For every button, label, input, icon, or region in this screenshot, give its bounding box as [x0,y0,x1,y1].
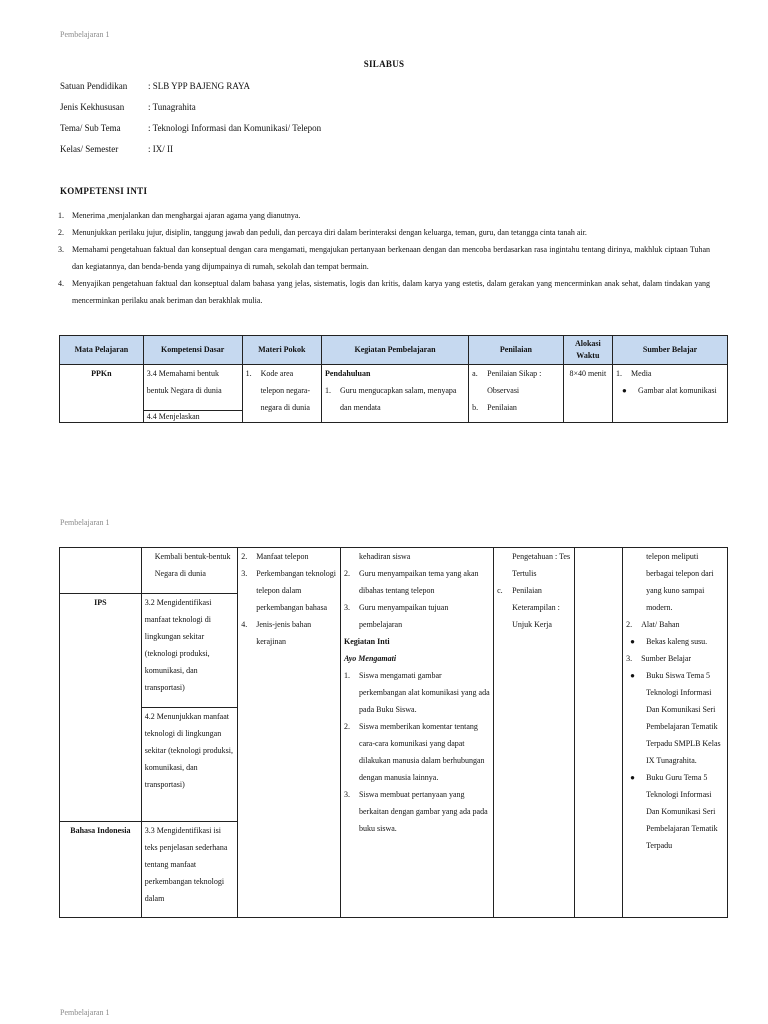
penilaian-cell: Pengetahuan : Tes Tertulis c. Penilaian Keterampilan : Unjuk Kerja [494,548,575,918]
sumber-cell: 1. Media ● Gambar alat komunikasi [613,365,728,423]
col-header: Kompetensi Dasar [143,336,242,365]
kegiatan-cell: kehadiran siswa 2. Guru menyampaikan tema yang akan dibahas tentang telepon 3. Guru menyampaikan tujuan pembelajaran Kegiatan Inti Ayo Mengamati 1. Siswa mengamati gambar perkembangan alat komunikasi yang ada pada Buku Siswa. 2. Siswa memberikan komentar tentang cara-cara komunikasi yang dapat dilakukan manusia dalam berhubungan dengan manusia lainnya. 3. Siswa membuat pertanyaan yang berkaitan dengan gambar yang ada pada buku siswa. [341,548,494,918]
running-header: Pembelajaran 1 [60,30,110,39]
kompetensi-inti-heading: KOMPETENSI INTI [60,186,148,196]
kegiatan-cell: Pendahuluan 1. Guru mengucapkan salam, menyapa dan mendata [322,365,469,423]
running-header: Pembelajaran 1 [60,518,110,527]
col-header: Mata Pelajaran [60,336,144,365]
col-header: Sumber Belajar [613,336,728,365]
table-row [60,548,728,918]
kd-cell: 3.4 Memahami bentuk bentuk Negara di dunia 4.4 Menjelaskan [143,365,242,423]
alokasi-cell [574,548,622,918]
identity-value: : IX/ II [148,144,173,154]
list-item: 2. Menunjukkan perilaku jujur, disiplin, tanggung jawab dan peduli, dan percaya diri dalam berinteraksi dengan keluarga, teman, guru, dan tetangga cinta tanah air. [58,228,587,237]
mapel-cell: PPKn [60,365,144,423]
mapel-cell: IPS Bahasa Indonesia [60,548,142,918]
materi-cell: 2. Manfaat telepon 3. Perkembangan teknologi telepon dalam perkembangan bahasa 4. Jenis-jenis bahan kerajinan [238,548,341,918]
kompetensi-inti-list [58,207,710,309]
identity-key: Satuan Pendidikan [60,81,128,91]
syllabus-table [59,335,728,423]
identity-value: : Tunagrahita [148,102,196,112]
col-header: Kegiatan Pembelajaran [322,336,469,365]
list-item: 1. Menerima ,menjalankan dan menghargai ajaran agama yang dianutnya. [58,211,301,220]
col-header: Penilaian [469,336,564,365]
col-header: Alokasi Waktu [563,336,612,365]
document-title: SILABUS [363,59,405,69]
running-header: Pembelajaran 1 [60,1008,110,1017]
sumber-cell: telepon meliputi berbagai telepon dari yang kuno sampai modern. 2. Alat/ Bahan ● Bekas kaleng susu. 3. Sumber Belajar ● Buku Siswa Tema 5 Teknologi Informasi Dan Komunikasi Seri Pembelajaran Tematik Terpadu SMPLB Kelas IX Tunagrahita. ● Buku Guru Tema 5 Teknologi Informasi Dan Komunikasi Seri Pembelajaran Tematik Terpadu [623,548,728,918]
identity-key: Kelas/ Semester [60,144,119,154]
materi-cell: 1. Kode area telepon negara-negara di dunia [242,365,321,423]
identity-key: Jenis Kekhususan [60,102,125,112]
identity-value: : Teknologi Informasi dan Komunikasi/ Telepon [148,123,322,133]
kd-cell: Kembali bentuk-bentuk Negara di dunia 3.2 Mengidentifikasi manfaat teknologi di lingkungan sekitar (teknologi produksi, komunikasi, dan transportasi) 4.2 Menunjukkan manfaat teknologi di lingkungan sekitar (teknologi produksi, komunikasi, dan transportasi) 3.3 Mengidentifikasi isi teks penjelasan sederhana tentang manfaat perkembangan teknologi dalam [141,548,237,918]
alokasi-cell: 8×40 menit [563,365,612,423]
identity-key: Tema/ Sub Tema [60,123,121,133]
list-item: 3. Memahami pengetahuan faktual dan konseptual dengan cara mengamati, mengajukan pertanyaan berkenaan dengan dan mencoba berdasarkan rasa ingintahu tentang dirinya, makhluk ciptaan Tuhan dan kegiatannya, dan benda-benda yang dijumpainya di rumah, sekolah dan tempat bermain. [58,245,710,271]
syllabus-table-continued [59,547,728,918]
list-item: 4. Menyajikan pengetahuan faktual dan konseptual dalam bahasa yang jelas, sistematis, logis dan kritis, dalam karya yang estetis, dalam gerakan yang mencerminkan anak sehat, dalam tindakan yang mencerminkan perilaku anak beriman dan berakhlak mulia. [58,279,710,305]
table-row [60,365,728,423]
col-header: Materi Pokok [242,336,321,365]
penilaian-cell: a. Penilaian Sikap : Observasi b. Penilaian [469,365,564,423]
identity-value: : SLB YPP BAJENG RAYA [148,81,251,91]
